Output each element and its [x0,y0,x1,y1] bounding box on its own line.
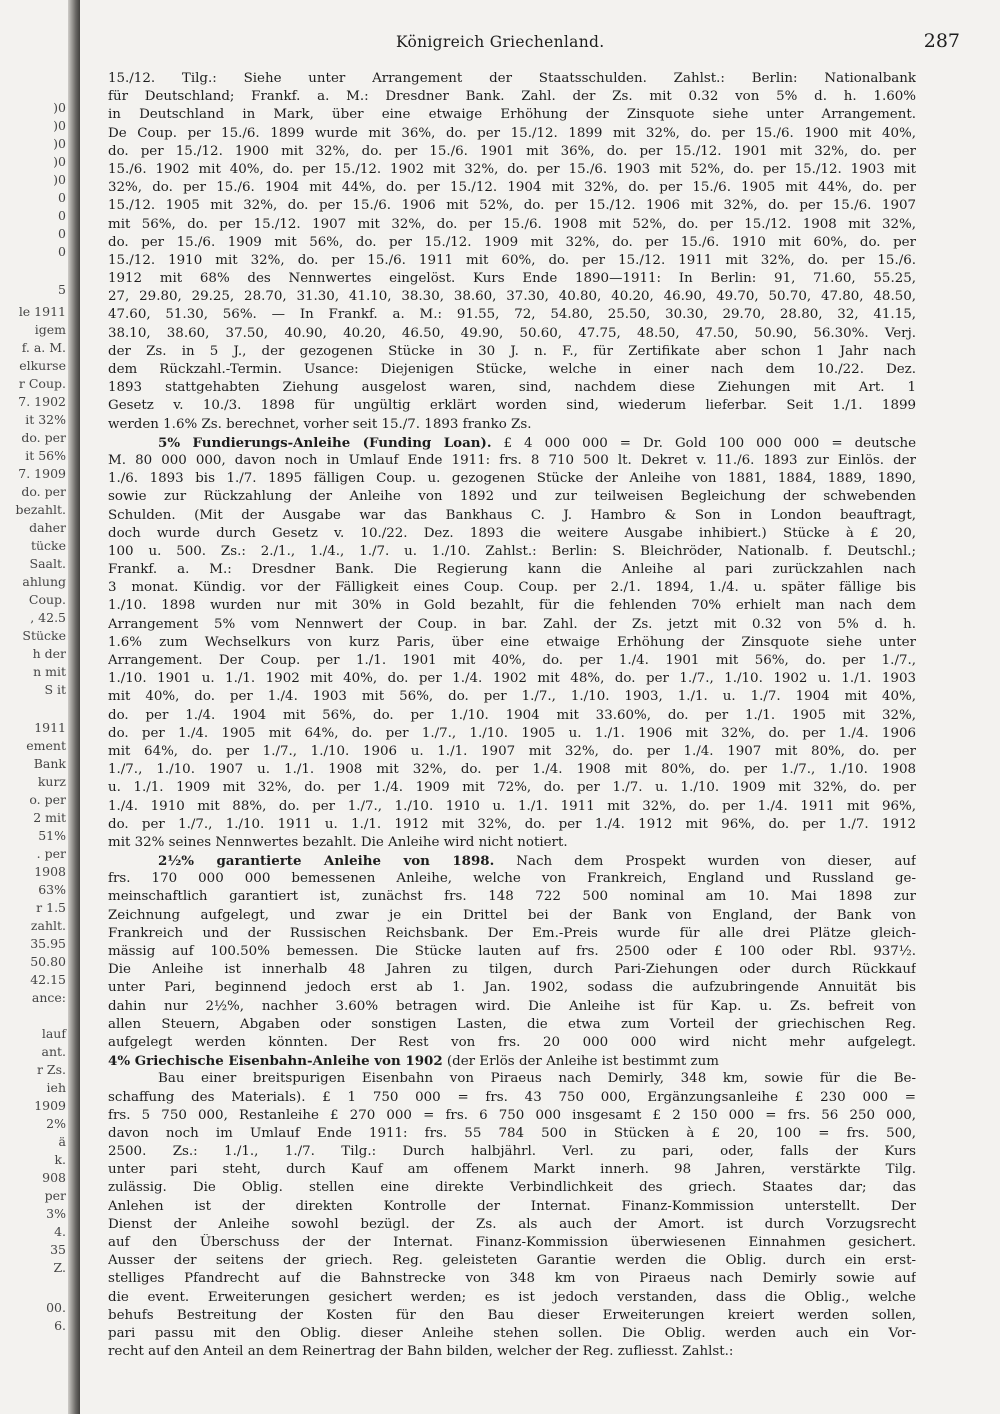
margin-fragment: 2% [46,1116,66,1131]
margin-fragment: 35.95 [30,936,66,951]
margin-fragment: elkurse [19,358,66,373]
text-line: Die Anleihe ist innerhalb 48 Jahren zu tilgen, durch Pari-Ziehungen oder durch Rückkauf [108,962,916,978]
text-line: schaffung des Materials). £ 1 750 000 = frs. 43 750 000, Ergänzungsanleihe £ 230 000 = [108,1089,916,1105]
text-line: behufs Bestreitung der Kosten für den Bau dieser Erweiterungen kreiert werden sollen, [108,1307,916,1323]
margin-fragment: )0 [53,118,66,133]
margin-fragment: , 42.5 [30,610,66,625]
text-line: do. per 1./4. 1904 mit 56%, do. per 1./10. 1904 mit 33.60%, do. per 1./1. 1905 mit 32%, [108,707,916,723]
margin-fragment: 2 mit [33,810,66,825]
margin-fragment: bezahlt. [15,502,66,517]
margin-fragment: 4. [54,1224,66,1239]
text-line: doch wurde durch Gesetz v. 10./22. Dez. 1893 die weitere Ausgabe inhibiert.) Stücke à £ 20, [108,525,916,541]
text-line: Gesetz v. 10./3. 1898 für ungültig erklärt worden sind, wiederum lieferbar. Seit 1./1. 1899 [108,398,916,414]
margin-fragment: 0 [58,190,66,205]
previous-page-margin [0,0,80,1414]
text-line: auf den Überschuss der der Internat. Finanz-Kommission überwiesenen Einnahmen gesichert. [108,1235,916,1250]
margin-fragment: it 32% [25,412,66,427]
text-line: 15./12. 1905 mit 32%, do. per 15./6. 1906 mit 52%, do. per 15./12. 1906 mit 32%, do. per 15./6. 1907 [108,198,916,214]
margin-fragment: o. per [29,792,66,807]
page-number: 287 [923,30,960,52]
margin-fragment: )0 [53,172,66,187]
text-line: Bau einer breitspurigen Eisenbahn von Piraeus nach Demirly, 348 km, sowie für die Be- [158,1071,916,1087]
text-line: Schulden. (Mit der Ausgabe war das Bankhaus C. J. Hambro & Son in London beauftragt, [108,507,916,523]
text-line: frs. 170 000 000 bemessenen Anleihe, welche von Frankreich, England und Russland ge- [108,871,916,887]
margin-fragment: ance: [31,990,66,1005]
text-line: do. per 15./6. 1909 mit 56%, do. per 15./12. 1909 mit 32%, do. per 15./6. 1910 mit 60%, do. per [108,234,916,250]
text-line: 5% Fundierungs-Anleihe (Funding Loan). £ 4 000 000 = Dr. Gold 100 000 000 = deutsche [158,434,916,451]
margin-fragment: )0 [53,100,66,115]
text-line: recht auf den Anteil an dem Reinertrag der Bahn bilden, welcher der Reg. zufliesst. Zahlst.: [108,1344,734,1360]
document-page [86,0,1000,1414]
text-line: 1.6% zum Wechselkurs von kurz Paris, über eine etwaige Erhöhung der Zinsquote siehe unter [108,634,916,650]
margin-fragment: 6. [54,1318,66,1333]
text-line: 15./12. 1910 mit 32%, do. per 15./6. 1911 mit 60%, do. per 15./12. 1911 mit 32%, do. per 15./6. [108,252,916,268]
text-line: 4% Griechische Eisenbahn-Anleihe von 1902 (der Erlös der Anleihe ist bestimmt zum [108,1053,719,1070]
text-line: 1./7., 1./10. 1907 u. 1./1. 1908 mit 32%, do. per 1./4. 1908 mit 80%, do. per 1./7., 1./10. 1908 [108,762,916,778]
margin-fragment: 0 [58,244,66,259]
text-line: De Coup. per 15./6. 1899 wurde mit 36%, do. per 15./12. 1899 mit 32%, do. per 15./6. 1900 mit 40%, [108,125,916,141]
margin-fragment: it 56% [25,448,66,463]
margin-fragment: 5 [58,282,66,297]
text-line: 15./6. 1902 mit 40%, do. per 15./12. 1902 mit 32%, do. per 15./6. 1903 mit 52%, do. per 15./12. 1903 mit [108,161,916,177]
text-line: dahin nur 2½%, nachher 3.60% betragen wird. Die Anleihe ist für Kap. u. Zs. befreit von [108,998,916,1014]
text-line: mässig auf 100.50% bemessen. Die Stücke lauten auf frs. 2500 oder £ 100 oder Rbl. 937½. [108,944,916,959]
text-line: mit 56%, do. per 15./12. 1907 mit 32%, do. per 15./6. 1908 mit 52%, do. per 15./12. 1908 mit 32%, [108,216,916,232]
margin-fragment: Coup. [28,592,66,607]
margin-fragment: tücke [30,538,66,553]
margin-fragment: do. per [21,430,66,445]
margin-fragment: 1911 [34,720,66,735]
margin-fragment: r Coup. [18,376,66,391]
margin-fragment: . per [36,846,66,861]
text-line: 2½% garantierte Anleihe von 1898. Nach dem Prospekt wurden von dieser, auf [158,853,916,870]
text-line: do. per 1./4. 1905 mit 64%, do. per 1./7., 1./10. 1905 u. 1./1. 1906 mit 32%, do. per 1./4. 1906 [108,725,916,741]
margin-fragment: Stücke [22,628,66,643]
margin-fragment: le 1911 [18,304,66,319]
margin-fragment: 7. 1909 [18,466,66,481]
text-line: Frankreich und der Russischen Reichsbank. Der Em.-Preis wurde für alle drei Plätze gleich- [108,925,916,941]
margin-fragment: zahlt. [30,918,66,933]
margin-fragment: 00. [46,1300,66,1315]
margin-fragment: lauf [41,1026,66,1041]
text-line: Anlehen ist der direkten Kontrolle der Internat. Finanz-Kommission unterstellt. Der [108,1198,916,1214]
margin-fragment: igem [34,322,66,337]
text-line: mit 40%, do. per 1./4. 1903 mit 56%, do. per 1./7., 1./10. 1903, 1./1. u. 1./7. 1904 mit 40%, [108,689,916,705]
text-line: aufgelegt werden könnten. Der Rest von frs. 20 000 000 wird nicht mehr aufgelegt. [108,1034,916,1050]
text-line: 1./10. 1898 wurden nur mit 30% in Gold bezahlt, für die fehlenden 70% erhielt man nach dem [108,598,916,614]
text-line: sowie zur Rückzahlung der Anleihe von 1892 und zur teilweisen Begleichung der schwebenden [108,489,916,505]
text-line: Arrangement. Der Coup. per 1./1. 1901 mit 40%, do. per 1./4. 1901 mit 56%, do. per 1./7., [108,653,916,668]
margin-fragment: ieh [46,1080,66,1095]
margin-fragment: r 1.5 [36,900,66,915]
margin-fragment: h der [32,646,66,661]
text-line: unter pari steht, durch Kauf am offenem Markt innerh. 98 Jahren, verstärkte Tilg. [108,1162,916,1178]
text-line: 27, 29.80, 29.25, 28.70, 31.30, 41.10, 38.30, 38.60, 37.30, 40.80, 40.20, 46.90, 49.70, 50.70, 47.80, 48.50, [108,289,916,305]
margin-fragment: )0 [53,154,66,169]
margin-fragment: Saalt. [29,556,66,571]
running-header: Königreich Griechenland. [396,33,605,51]
text-line: mit 32% seines Nennwertes bezahlt. Die Anleihe wird nicht notiert. [108,834,568,850]
margin-fragment: 42.15 [30,972,66,987]
margin-fragment: )0 [53,136,66,151]
text-line: dem Rückzahl.-Termin. Usance: Diejenigen Stücke, welche in einer nach dem 10./22. Dez. [108,362,916,377]
margin-fragment: ahlung [22,574,66,589]
text-line: für Deutschland; Frankf. a. M.: Dresdner Bank. Zahl. der Zs. mit 0.32 von 5% d. h. 1.60% [108,89,916,105]
text-line: meinschaftlich garantiert ist, zunächst frs. 148 722 500 nominal am 10. Mai 1898 zur [108,889,916,905]
margin-fragment: 1908 [34,864,66,879]
text-line: 2500. Zs.: 1./1., 1./7. Tilg.: Durch halbjährl. Verl. zu pari, oder, falls der Kurs [108,1144,916,1160]
book-fold-shadow [68,0,80,1414]
margin-fragment: Z. [53,1260,66,1275]
margin-fragment: 63% [38,882,66,897]
text-line: die event. Erweiterungen gesichert werden; es ist jedoch verstanden, dass die Oblig., welche [108,1289,916,1305]
text-line: mit 64%, do. per 1./7., 1./10. 1906 u. 1./1. 1907 mit 32%, do. per 1./4. 1907 mit 80%, do. per [108,743,916,759]
text-line: Dienst der Anleihe sowohl bezügl. der Zs. als auch der Amort. ist durch Vorzugsrecht [108,1216,916,1232]
text-line: M. 80 000 000, davon noch in Umlauf Ende 1911: frs. 8 710 500 lt. Dekret v. 11./6. 1893 zur Einlös. der [108,452,916,468]
text-line: Arrangement 5% vom Nennwert der Coup. in bar. Zahl. der Zs. jetzt mit 0.32 von 5% d. h. [108,616,916,632]
text-line: stelliges Pfandrecht auf die Bahnstrecke von 348 km von Piraeus nach Demirly sowie auf [108,1271,916,1287]
text-line: 32%, do. per 15./6. 1904 mit 44%, do. per 15./12. 1904 mit 32%, do. per 15./6. 1905 mit 44%, do. per [108,180,916,196]
text-line: unter Pari, beginnend jedoch erst ab 1. Jan. 1902, sodass die aufzubringende Annuität bis [108,980,916,996]
text-line: 38.10, 38.60, 37.50, 40.90, 40.20, 46.50, 49.90, 50.60, 47.75, 48.50, 47.50, 50.90, 56.30%. Verj. [108,325,916,341]
text-line: Frankf. a. M.: Dresdner Bank. Die Regierung kann die Anleihe al pari zurückzahlen nach [108,562,916,578]
text-line: frs. 5 750 000, Restanleihe £ 270 000 = frs. 6 750 000 insgesamt £ 2 150 000 = frs. 56 250 000, [108,1107,916,1123]
margin-fragment: Bank [33,756,66,771]
text-line: 3 monat. Kündig. vor der Fälligkeit eines Coup. Coup. per 2./1. 1894, 1./4. u. später fällige bis [108,580,916,596]
margin-fragment: ement [26,738,66,753]
margin-fragment: 7. 1902 [18,394,66,409]
body-text [108,70,916,1361]
margin-fragment: daher [29,520,66,535]
text-line: werden 1.6% Zs. berechnet, vorher seit 15./7. 1893 franko Zs. [108,416,532,432]
margin-fragment: n mit [33,664,66,679]
text-line: 1./10. 1901 u. 1./1. 1902 mit 40%, do. per 1./4. 1902 mit 48%, do. per 1./7., 1./10. 1902 u. 1./1. 1903 [108,671,916,687]
margin-fragment: 0 [58,208,66,223]
margin-fragment: ant. [41,1044,66,1059]
text-line: 15./12. Tilg.: Siehe unter Arrangement der Staatsschulden. Zahlst.: Berlin: Nationalbank [108,71,916,86]
margin-fragment: 50.80 [30,954,66,969]
margin-fragment: 0 [58,226,66,241]
text-line: in Deutschland in Mark, über eine etwaige Erhöhung der Zinsquote siehe unter Arrangement. [108,107,916,123]
margin-fragment: k. [54,1152,66,1167]
text-line: 1./6. 1893 bis 1./7. 1895 fälligen Coup. u. gezogenen Stücke der Anleihe von 1881, 1884, 1889, 1890, [108,471,916,487]
margin-fragment: do. per [21,484,66,499]
margin-fragment: ä [58,1134,66,1149]
text-line: Zeichnung aufgelegt, und zwar je ein Drittel bei der Bank von England, der Bank von [108,907,916,923]
text-line: 1912 mit 68% des Nennwertes eingelöst. Kurs Ende 1890—1911: In Berlin: 91, 71.60, 55.25, [108,271,916,287]
text-line: u. 1./1. 1909 mit 32%, do. per 1./4. 1909 mit 72%, do. per 1./7. u. 1./10. 1909 mit 32%, do. per [108,780,916,796]
text-line: 47.60, 51.30, 56%. — In Frankf. a. M.: 91.55, 72, 54.80, 25.50, 30.30, 29.70, 28.80, 32, 41.15, [108,307,916,323]
text-line: allen Steuern, Abgaben oder sonstigen Lasten, die etwa zum Vorteil der griechischen Reg. [108,1016,916,1032]
text-line: 100 u. 500. Zs.: 2./1., 1./4., 1./7. u. 1./10. Zahlst.: Berlin: S. Bleichröder, Nationalb. f. Deutschl.; [108,543,916,559]
margin-fragment: 51% [38,828,66,843]
margin-fragment: r Zs. [36,1062,66,1077]
text-line: zulässig. Die Oblig. stellen eine direkte Verbindlichkeit des griech. Staates dar; das [108,1180,916,1196]
margin-fragment: per [44,1188,66,1203]
margin-fragment: 35 [50,1242,66,1257]
text-line: der Zs. in 5 J., der gezogenen Stücke in 30 J. n. F., für Zertifikate aber schon 1 Jahr nach [108,343,916,359]
text-line: do. per 1./7., 1./10. 1911 u. 1./1. 1912 mit 32%, do. per 1./4. 1912 mit 96%, do. per 1./7. 1912 [108,816,916,832]
text-line: 1./4. 1910 mit 88%, do. per 1./7., 1./10. 1910 u. 1./1. 1911 mit 32%, do. per 1./4. 1911 mit 96%, [108,798,916,814]
text-line: 1893 stattgehabten Ziehung ausgelost waren, sind, nachdem diese Ziehungen mit Art. 1 [108,380,916,396]
text-line: do. per 15./12. 1900 mit 32%, do. per 15./6. 1901 mit 36%, do. per 15./12. 1901 mit 32%, do. per [108,143,916,159]
text-line: pari passu mit den Oblig. dieser Anleihe stehen sollen. Die Oblig. werden auch ein Vor- [108,1325,916,1341]
margin-fragment: 1909 [34,1098,66,1113]
margin-fragment: f. a. M. [21,340,66,355]
margin-fragment: 908 [42,1170,66,1185]
margin-fragment: S it [44,682,66,697]
margin-fragment: 3% [46,1206,66,1221]
text-line: Ausser der seitens der griech. Reg. geleisteten Garantie werden die Oblig. durch ein erst- [108,1253,916,1269]
text-line: davon noch im Umlauf Ende 1911: frs. 55 784 500 in Stücken à £ 20, 100 = frs. 500, [108,1125,916,1141]
margin-fragment: kurz [37,774,66,789]
